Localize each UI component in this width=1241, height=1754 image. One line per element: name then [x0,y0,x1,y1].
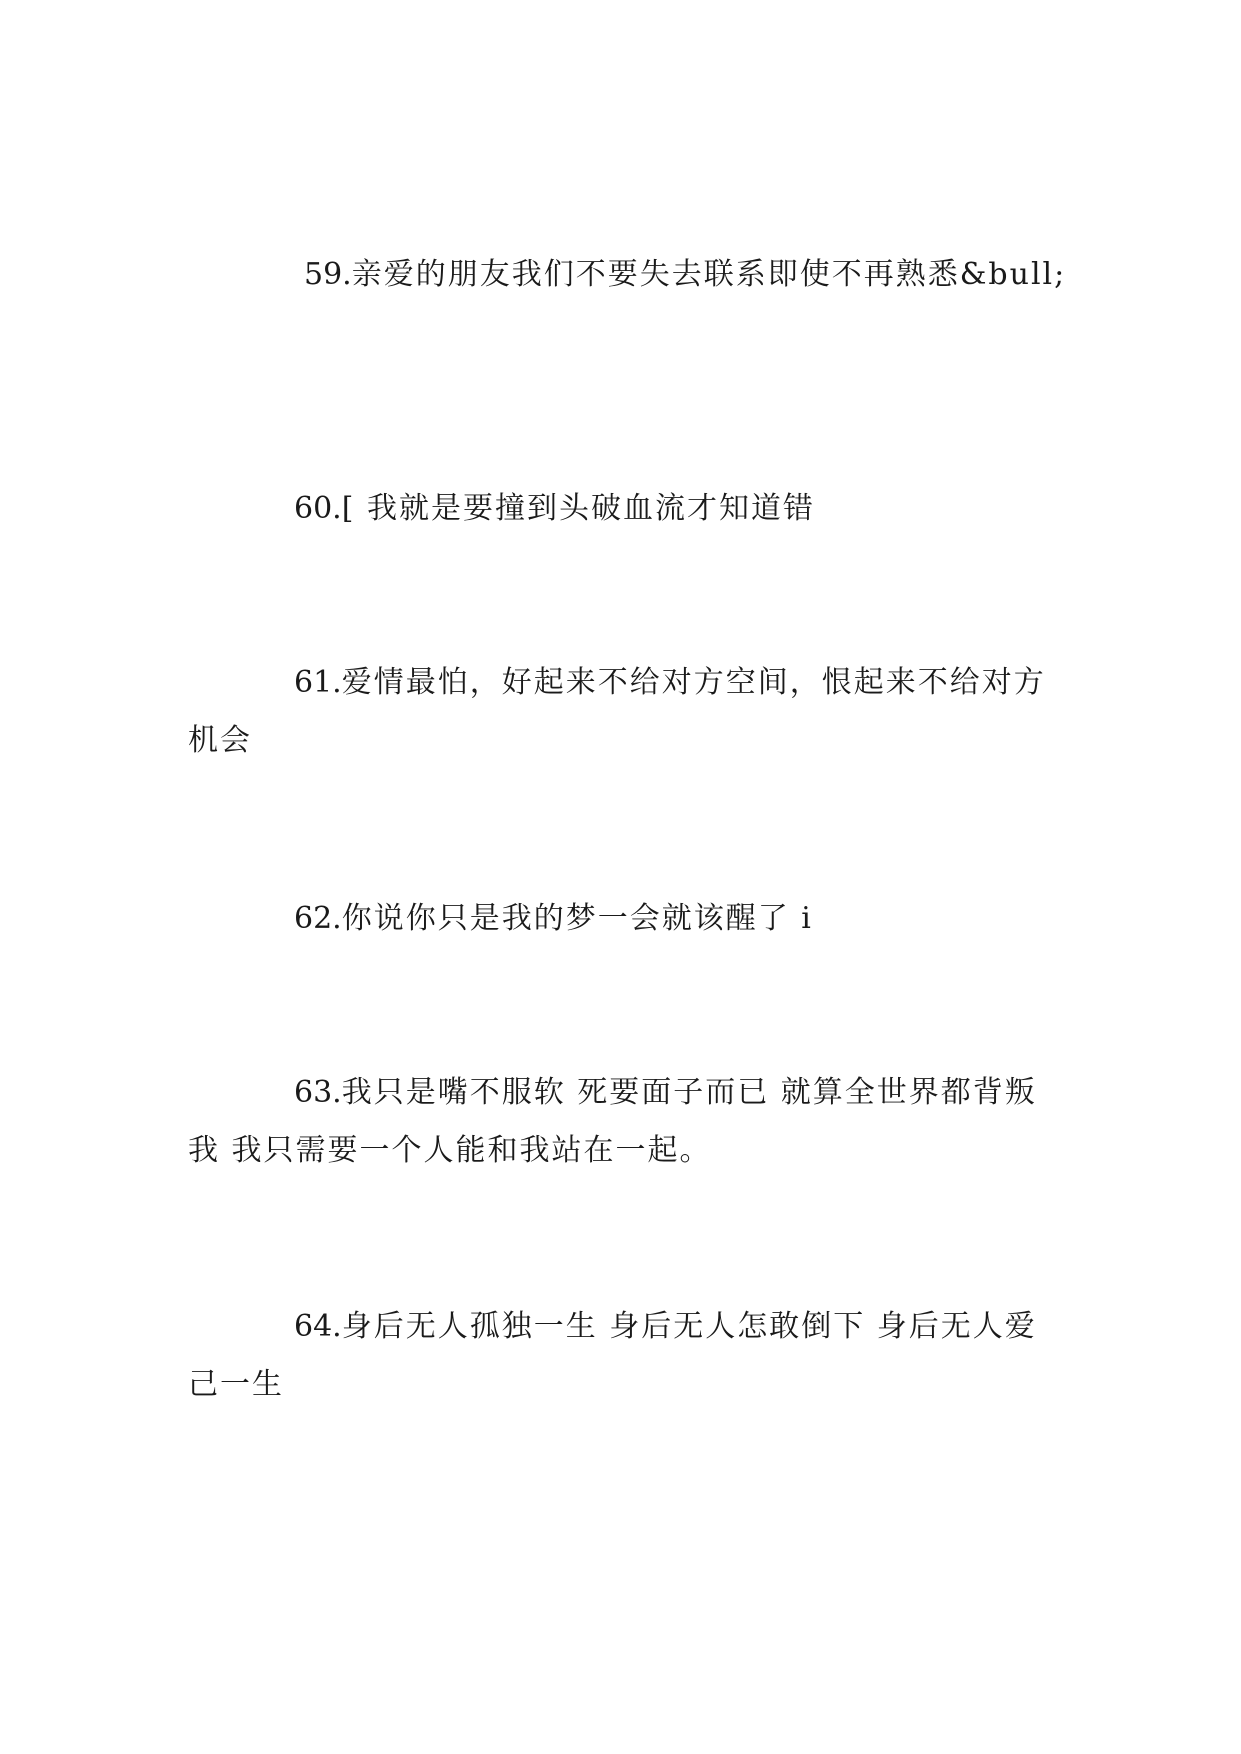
item-text: 爱情最怕，好起来不给对方空间，恨起来不给对方机会 [188,665,1046,758]
list-item [188,890,1068,948]
list-item [188,1298,1068,1414]
item-number: 62. [294,901,342,936]
item-number: 60. [294,491,342,526]
list-item [188,1064,1068,1180]
list-item [188,654,1068,770]
list-item [188,246,1068,304]
item-number: 59. [304,257,352,292]
item-text: [ 我就是要撞到头破血流才知道错 [341,491,815,526]
item-text: 亲爱的朋友我们不要失去联系即使不再熟悉&bull; [351,257,1067,292]
item-number: 64. [294,1309,342,1344]
item-text: 我只是嘴不服软 死要面子而已 就算全世界都背叛我 我只需要一个人能和我站在一起。 [188,1075,1037,1168]
item-number: 63. [294,1075,342,1110]
item-number: 61. [294,665,342,700]
item-text: 身后无人孤独一生 身后无人怎敢倒下 身后无人爱己一生 [188,1309,1037,1402]
list-item [188,480,1068,538]
item-text: 你说你只是我的梦一会就该醒了 i [341,901,813,936]
